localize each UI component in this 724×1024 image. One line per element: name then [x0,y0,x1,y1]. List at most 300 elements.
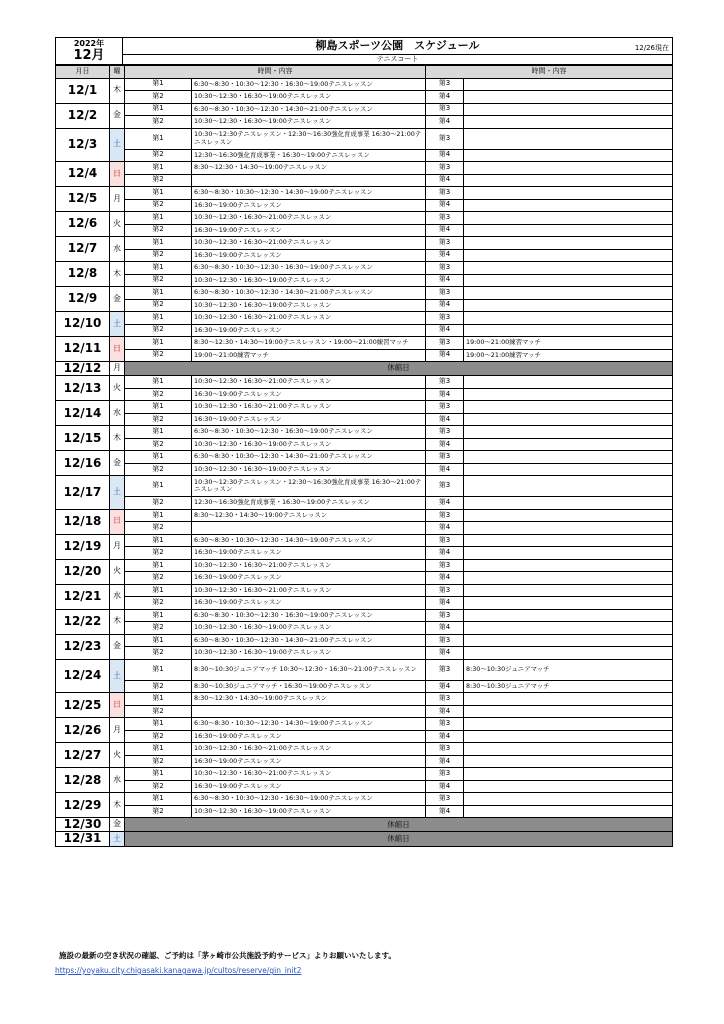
court-2-schedule [192,522,426,535]
day-date: 12/17 [56,476,110,510]
court-3-schedule [464,634,673,647]
court-label: 第2 [125,547,192,560]
day-row-second [56,413,673,426]
court-label: 第3 [426,162,464,175]
day-of-week: 土 [110,832,125,846]
day-row-closed [56,832,673,846]
court-4-schedule [464,274,673,287]
court-label: 第2 [125,149,192,162]
court-1-schedule: 6:30～8:30・10:30～12:30・14:30～21:00テニスレッスン [192,634,426,647]
court-label: 第3 [426,128,464,149]
court-1-schedule: 8:30～12:30・14:30～19:00テニスレッスン [192,162,426,175]
day-of-week: 日 [110,337,125,362]
as-of-date: 12/26現在 [634,44,669,53]
court-label: 第1 [125,743,192,756]
day-date: 12/27 [56,743,110,768]
court-4-schedule [464,780,673,793]
court-1-schedule: 6:30～8:30・10:30～12:30・16:30～19:00テニスレッスン [192,78,426,91]
court-label: 第1 [125,693,192,706]
court-2-schedule: 10:30～12:30・16:30～19:00テニスレッスン [192,299,426,312]
court-4-schedule [464,463,673,476]
court-2-schedule: 10:30～12:30・16:30～19:00テニスレッスン [192,438,426,451]
day-of-week: 日 [110,693,125,718]
court-1-schedule: 6:30～8:30・10:30～12:30・16:30～19:00テニスレッスン [192,793,426,806]
day-row [56,337,673,350]
court-label: 第1 [125,718,192,731]
day-row [56,376,673,389]
court-3-schedule [464,237,673,250]
column-header-time-right: 時間・内容 [426,66,673,79]
court-3-schedule [464,212,673,225]
day-of-week: 月 [110,534,125,559]
court-4-schedule [464,116,673,129]
day-date: 12/20 [56,559,110,584]
court-2-schedule: 8:30～10:30ジュニアマッチ・16:30～19:00テニスレッスン [192,680,426,693]
court-label: 第4 [426,597,464,610]
court-3-schedule: 8:30～10:30ジュニアマッチ [464,659,673,680]
court-2-schedule [192,705,426,718]
court-2-schedule: 12:30～16:30強化育成事業・16:30～19:00テニスレッスン [192,497,426,510]
schedule-table [55,65,673,847]
day-of-week: 火 [110,559,125,584]
court-label: 第1 [125,337,192,350]
court-label: 第3 [426,401,464,414]
day-row-second [56,572,673,585]
court-label: 第2 [125,199,192,212]
court-4-schedule [464,249,673,262]
court-label: 第4 [426,249,464,262]
court-label: 第4 [426,497,464,510]
day-row-second [56,622,673,635]
court-4-schedule: 19:00～21:00練習マッチ [464,349,673,362]
day-row [56,609,673,622]
court-label: 第3 [426,718,464,731]
day-date: 12/16 [56,451,110,476]
court-label: 第3 [426,634,464,647]
day-row [56,212,673,225]
schedule-sheet [55,37,672,847]
court-4-schedule [464,149,673,162]
court-label: 第3 [426,659,464,680]
court-2-schedule: 10:30～12:30・16:30～19:00テニスレッスン [192,805,426,818]
court-label: 第4 [426,224,464,237]
court-label: 第1 [125,103,192,116]
day-of-week: 金 [110,103,125,128]
court-label: 第2 [125,274,192,287]
court-label: 第1 [125,312,192,325]
court-label: 第4 [426,647,464,660]
court-3-schedule [464,401,673,414]
day-date: 12/13 [56,376,110,401]
court-3-schedule [464,287,673,300]
court-label: 第4 [426,705,464,718]
court-label: 第3 [426,262,464,275]
court-4-schedule [464,755,673,768]
court-label: 第3 [426,584,464,597]
day-row-second [56,755,673,768]
month-label: 12月 [73,47,105,63]
page-title: 柳島スポーツ公園 スケジュール [315,38,480,52]
court-label: 第4 [426,805,464,818]
court-2-schedule: 10:30～12:30・16:30～19:00テニスレッスン [192,647,426,660]
day-of-week: 日 [110,162,125,187]
court-1-schedule: 10:30～12:30・16:30～21:00テニスレッスン [192,237,426,250]
day-row-second [56,463,673,476]
day-of-week: 木 [110,426,125,451]
court-label: 第3 [426,534,464,547]
court-3-schedule [464,534,673,547]
court-label: 第3 [426,559,464,572]
court-label: 第4 [426,730,464,743]
court-label: 第4 [426,680,464,693]
day-row-second [56,547,673,560]
day-of-week: 木 [110,609,125,634]
facility-subtitle: テニスコート [123,55,673,65]
court-1-schedule: 10:30～12:30・16:30～21:00テニスレッスン [192,584,426,597]
court-label: 第3 [426,103,464,116]
day-row [56,559,673,572]
court-label: 第2 [125,324,192,337]
court-label: 第1 [125,128,192,149]
court-2-schedule: 10:30～12:30・16:30～19:00テニスレッスン [192,91,426,104]
court-label: 第2 [125,522,192,535]
day-row [56,476,673,497]
day-date: 12/21 [56,584,110,609]
court-label: 第3 [426,451,464,464]
day-row-second [56,597,673,610]
day-row [56,187,673,200]
court-label: 第1 [125,609,192,622]
court-label: 第3 [426,768,464,781]
court-2-schedule: 16:30～19:00テニスレッスン [192,324,426,337]
court-label: 第2 [125,438,192,451]
court-3-schedule [464,693,673,706]
court-4-schedule [464,622,673,635]
court-3-schedule [464,793,673,806]
day-row [56,793,673,806]
day-row-second [56,91,673,104]
court-label: 第3 [426,78,464,91]
day-date: 12/7 [56,237,110,262]
column-header-time-left: 時間・内容 [125,66,426,79]
court-label: 第3 [426,743,464,756]
court-3-schedule [464,376,673,389]
day-of-week: 木 [110,78,125,103]
court-3-schedule [464,451,673,464]
day-of-week: 金 [110,634,125,659]
court-1-schedule: 10:30～12:30・16:30～21:00テニスレッスン [192,559,426,572]
court-label: 第4 [426,622,464,635]
day-row-second [56,497,673,510]
court-label: 第3 [426,287,464,300]
day-date: 12/15 [56,426,110,451]
court-label: 第4 [426,522,464,535]
day-of-week: 火 [110,212,125,237]
court-4-schedule [464,388,673,401]
court-label: 第3 [426,212,464,225]
court-label: 第4 [426,149,464,162]
year-label: 2022年 [73,38,105,48]
year-month-cell [56,38,123,65]
day-row [56,659,673,680]
closed-day-label: 休館日 [125,362,673,376]
court-1-schedule: 10:30～12:30・16:30～21:00テニスレッスン [192,376,426,389]
court-1-schedule: 6:30～8:30・10:30～12:30・14:30～21:00テニスレッスン [192,287,426,300]
day-row-second [56,299,673,312]
court-label: 第2 [125,622,192,635]
court-label: 第2 [125,730,192,743]
court-label: 第4 [426,755,464,768]
day-of-week: 水 [110,401,125,426]
court-1-schedule: 10:30～12:30・16:30～21:00テニスレッスン [192,401,426,414]
day-date: 12/24 [56,659,110,693]
court-label: 第3 [426,476,464,497]
court-1-schedule: 8:30～12:30・14:30～19:00テニスレッスン・19:00～21:00練習マッチ [192,337,426,350]
court-label: 第4 [426,91,464,104]
court-label: 第1 [125,476,192,497]
day-date: 12/6 [56,212,110,237]
day-of-week: 土 [110,312,125,337]
court-3-schedule [464,743,673,756]
day-of-week: 水 [110,768,125,793]
court-label: 第1 [125,187,192,200]
day-of-week: 土 [110,476,125,510]
court-1-schedule: 10:30～12:30・16:30～21:00テニスレッスン [192,212,426,225]
court-2-schedule: 16:30～19:00テニスレッスン [192,547,426,560]
court-1-schedule: 6:30～8:30・10:30～12:30・14:30～21:00テニスレッスン [192,451,426,464]
day-of-week: 水 [110,237,125,262]
court-4-schedule [464,199,673,212]
court-label: 第4 [426,547,464,560]
court-label: 第2 [125,497,192,510]
court-2-schedule: 16:30～19:00テニスレッスン [192,780,426,793]
court-label: 第2 [125,705,192,718]
day-of-week: 水 [110,584,125,609]
day-row-second [56,438,673,451]
court-label: 第2 [125,349,192,362]
court-label: 第1 [125,793,192,806]
day-of-week: 木 [110,262,125,287]
court-1-schedule: 6:30～8:30・10:30～12:30・14:30～19:00テニスレッスン [192,718,426,731]
court-2-schedule: 16:30～19:00テニスレッスン [192,597,426,610]
day-of-week: 月 [110,187,125,212]
court-2-schedule: 16:30～19:00テニスレッスン [192,755,426,768]
day-row [56,509,673,522]
court-3-schedule [464,162,673,175]
day-row [56,534,673,547]
court-label: 第3 [426,337,464,350]
court-label: 第1 [125,78,192,91]
court-2-schedule: 16:30～19:00テニスレッスン [192,413,426,426]
court-label: 第4 [426,780,464,793]
closed-day-label: 休館日 [125,832,673,846]
court-label: 第3 [426,693,464,706]
header-table [55,37,673,65]
court-4-schedule [464,572,673,585]
court-label: 第4 [426,324,464,337]
day-row [56,426,673,439]
court-1-schedule: 6:30～8:30・10:30～12:30・14:30～21:00テニスレッスン [192,103,426,116]
court-3-schedule [464,559,673,572]
court-3-schedule [464,128,673,149]
day-date: 12/26 [56,718,110,743]
day-date: 12/4 [56,162,110,187]
day-date: 12/5 [56,187,110,212]
day-date: 12/9 [56,287,110,312]
court-label: 第3 [426,793,464,806]
schedule-body [56,78,673,846]
court-4-schedule [464,497,673,510]
day-row-closed [56,818,673,832]
reservation-link[interactable]: https://yoyaku.city.chigasaki.kanagawa.jp/cultos/reserve/gin_init2 [55,966,302,975]
day-of-week: 土 [110,659,125,693]
day-row [56,401,673,414]
court-label: 第2 [125,680,192,693]
court-1-schedule: 10:30～12:30・16:30～21:00テニスレッスン [192,768,426,781]
day-row [56,718,673,731]
court-1-schedule: 10:30～12:30・16:30～21:00テニスレッスン [192,312,426,325]
day-date: 12/11 [56,337,110,362]
day-date: 12/29 [56,793,110,818]
day-row-second [56,224,673,237]
day-of-week: 日 [110,509,125,534]
court-4-schedule [464,174,673,187]
court-label: 第3 [426,509,464,522]
court-label: 第2 [125,805,192,818]
court-1-schedule: 6:30～8:30・10:30～12:30・16:30～19:00テニスレッスン [192,609,426,622]
court-label: 第2 [125,299,192,312]
court-label: 第1 [125,162,192,175]
court-label: 第1 [125,584,192,597]
day-date: 12/23 [56,634,110,659]
court-4-schedule [464,224,673,237]
day-of-week: 月 [110,362,125,376]
court-label: 第2 [125,463,192,476]
day-row [56,78,673,91]
court-1-schedule: 10:30～12:30テニスレッスン・12:30～16:30強化育成事業 16:30～21:00テニスレッスン [192,128,426,149]
day-row [56,693,673,706]
court-3-schedule: 19:00～21:00練習マッチ [464,337,673,350]
court-label: 第4 [426,116,464,129]
court-4-schedule [464,522,673,535]
day-row [56,128,673,149]
court-label: 第1 [125,237,192,250]
day-row-second [56,116,673,129]
day-date: 12/18 [56,509,110,534]
day-row-second [56,324,673,337]
court-2-schedule: 19:00～21:00練習マッチ [192,349,426,362]
court-label: 第2 [125,249,192,262]
court-label: 第1 [125,559,192,572]
day-row [56,237,673,250]
day-row [56,103,673,116]
day-of-week: 月 [110,718,125,743]
day-row [56,634,673,647]
court-1-schedule: 10:30～12:30・16:30～21:00テニスレッスン [192,743,426,756]
court-3-schedule [464,609,673,622]
court-1-schedule: 6:30～8:30・10:30～12:30・16:30～19:00テニスレッスン [192,262,426,275]
court-2-schedule: 10:30～12:30・16:30～19:00テニスレッスン [192,116,426,129]
court-1-schedule: 8:30～12:30・14:30～19:00テニスレッスン [192,509,426,522]
day-row-second [56,780,673,793]
court-label: 第4 [426,388,464,401]
court-4-schedule: 8:30～10:30ジュニアマッチ [464,680,673,693]
court-label: 第1 [125,376,192,389]
court-label: 第2 [125,572,192,585]
court-label: 第2 [125,91,192,104]
court-2-schedule: 16:30～19:00テニスレッスン [192,249,426,262]
day-row-closed [56,362,673,376]
court-label: 第3 [426,426,464,439]
day-date: 12/28 [56,768,110,793]
court-4-schedule [464,324,673,337]
court-2-schedule: 10:30～12:30・16:30～19:00テニスレッスン [192,463,426,476]
court-label: 第4 [426,274,464,287]
court-2-schedule: 16:30～19:00テニスレッスン [192,730,426,743]
court-label: 第1 [125,451,192,464]
court-3-schedule [464,718,673,731]
court-1-schedule: 8:30～10:30ジュニアマッチ 10:30～12:30・16:30～21:00テニスレッスン [192,659,426,680]
day-row [56,768,673,781]
court-4-schedule [464,547,673,560]
day-of-week: 土 [110,128,125,162]
court-2-schedule: 16:30～19:00テニスレッスン [192,224,426,237]
day-row-second [56,349,673,362]
court-label: 第4 [426,463,464,476]
court-1-schedule: 8:30～12:30・14:30～19:00テニスレッスン [192,693,426,706]
court-2-schedule: 16:30～19:00テニスレッスン [192,572,426,585]
court-label: 第3 [426,312,464,325]
day-row-second [56,805,673,818]
court-label: 第1 [125,634,192,647]
column-header-date: 月日 [56,66,110,79]
day-date: 12/14 [56,401,110,426]
day-row-second [56,174,673,187]
court-label: 第2 [125,647,192,660]
day-of-week: 金 [110,451,125,476]
court-3-schedule [464,187,673,200]
court-3-schedule [464,584,673,597]
day-date: 12/10 [56,312,110,337]
court-4-schedule [464,730,673,743]
day-date: 12/22 [56,609,110,634]
day-date: 12/31 [56,832,110,846]
day-date: 12/30 [56,818,110,832]
day-of-week: 木 [110,793,125,818]
day-row [56,262,673,275]
court-2-schedule: 16:30～19:00テニスレッスン [192,388,426,401]
court-4-schedule [464,705,673,718]
court-label: 第4 [426,438,464,451]
day-row-second [56,274,673,287]
page-title-cell [123,38,673,55]
court-label: 第2 [125,413,192,426]
footer [55,950,672,975]
day-row-second [56,388,673,401]
day-row-second [56,249,673,262]
court-3-schedule [464,768,673,781]
court-4-schedule [464,597,673,610]
court-4-schedule [464,299,673,312]
day-of-week: 金 [110,287,125,312]
court-2-schedule: 10:30～12:30・16:30～19:00テニスレッスン [192,622,426,635]
day-row-second [56,199,673,212]
day-date: 12/12 [56,362,110,376]
court-label: 第1 [125,262,192,275]
closed-day-label: 休館日 [125,818,673,832]
court-4-schedule [464,91,673,104]
day-date: 12/2 [56,103,110,128]
